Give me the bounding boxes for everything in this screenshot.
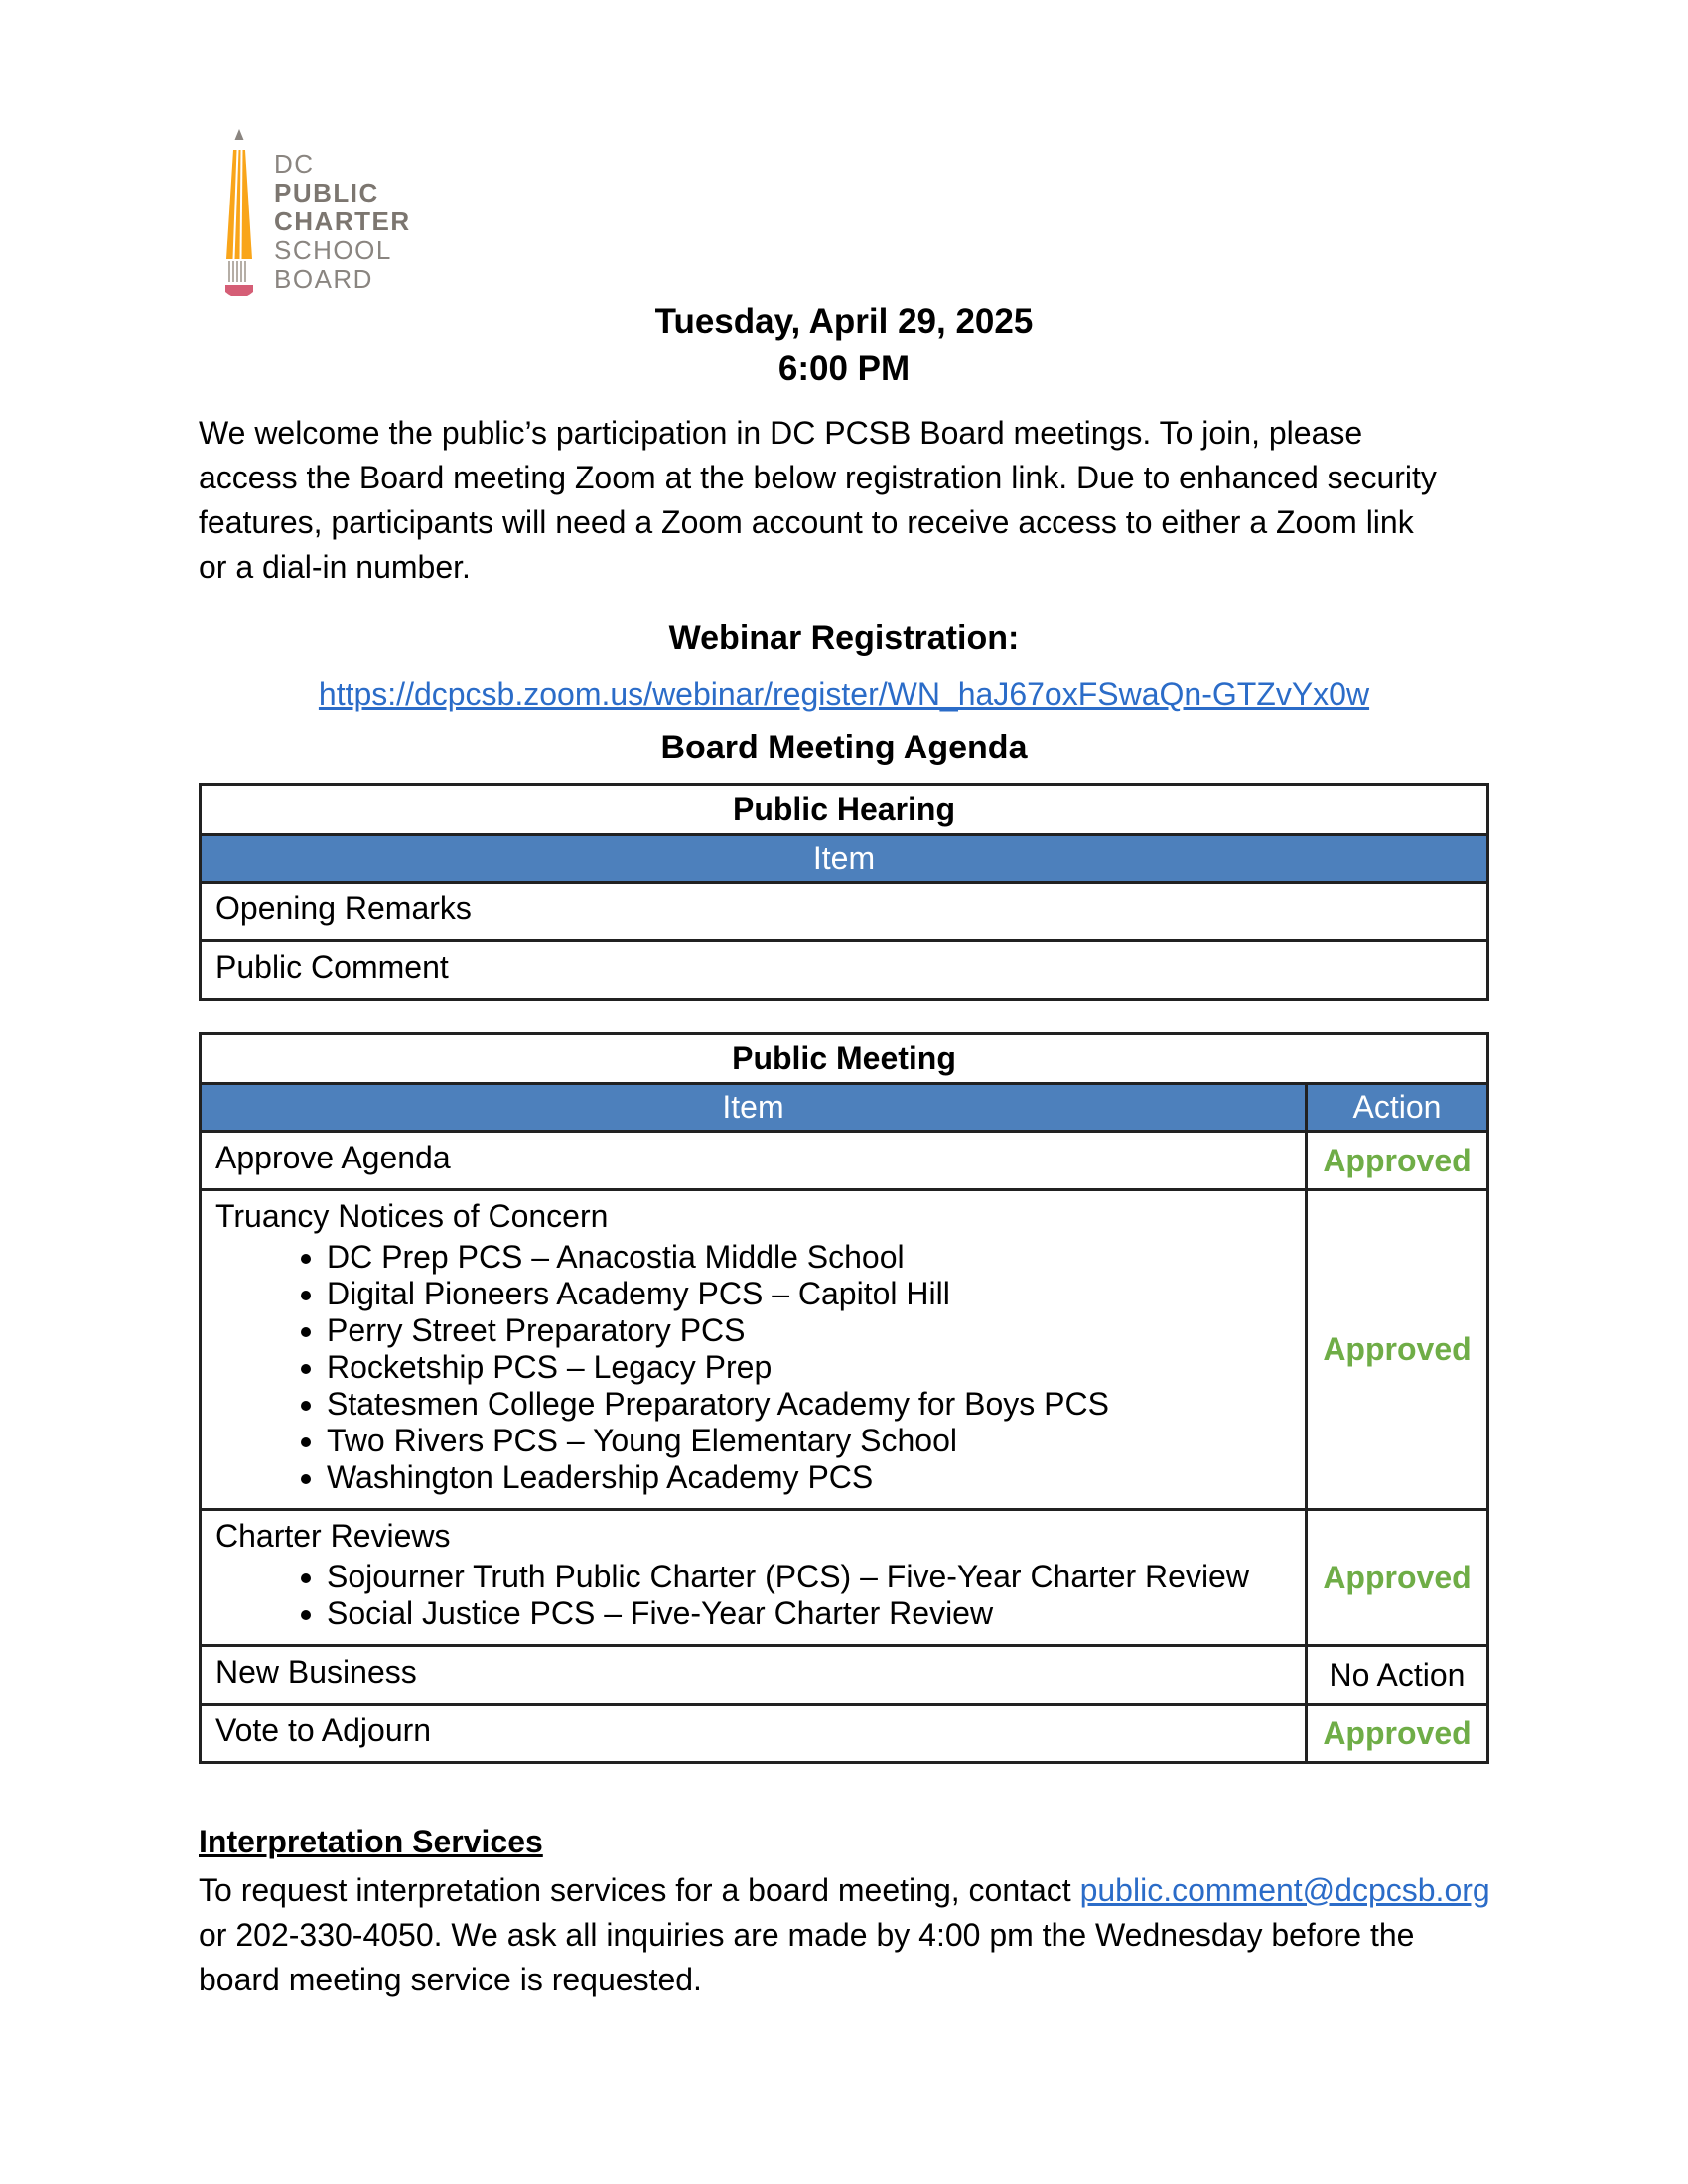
agenda-item-label: Charter Reviews — [215, 1518, 451, 1554]
truancy-school-list — [215, 1239, 1285, 1496]
table-row — [201, 1132, 1488, 1190]
list-item: • Social Justice PCS – Five-Year Charter Review — [327, 1595, 1285, 1632]
charter-review-list — [215, 1559, 1285, 1632]
agenda-item-label: Truancy Notices of Concern — [215, 1198, 609, 1234]
action-status: Approved — [1306, 1132, 1487, 1190]
table-row — [201, 1705, 1488, 1763]
action-column-header: Action — [1306, 1084, 1487, 1132]
agenda-item-new-business: New Business — [201, 1646, 1307, 1705]
list-item: • Rocketship PCS – Legacy Prep — [327, 1349, 1285, 1386]
list-item: • Two Rivers PCS – Young Elementary School — [327, 1423, 1285, 1459]
intro-paragraph: We welcome the public’s participation in DC PCSB Board meetings. To join, please access the Board meeting Zoom at the below registration link. Due to enhanced security features, participants will need a Zoom account to receive access to either a Zoom link or a dial-in number. — [199, 415, 1437, 585]
action-status: No Action — [1306, 1646, 1487, 1705]
table-row — [201, 1646, 1488, 1705]
list-item: • Washington Leadership Academy PCS — [327, 1459, 1285, 1496]
table-row — [201, 835, 1488, 883]
public-comment-email-link[interactable]: public.comment@dcpcsb.org — [1079, 1872, 1490, 1908]
meeting-date: Tuesday, April 29, 2025 — [654, 302, 1034, 341]
agenda-item-opening-remarks: Opening Remarks — [201, 883, 1488, 941]
table-row — [201, 1510, 1488, 1646]
logo-line: PUBLIC — [274, 178, 379, 207]
pencil-logo-icon — [220, 129, 258, 296]
logo-line: SCHOOL — [274, 235, 392, 265]
public-hearing-title: Public Hearing — [201, 785, 1488, 835]
logo-text — [274, 150, 411, 296]
logo-line: CHARTER — [274, 206, 411, 236]
action-status: Approved — [1306, 1510, 1487, 1646]
list-item: • Statesmen College Preparatory Academy for Boys PCS — [327, 1386, 1285, 1423]
public-hearing-table — [199, 783, 1489, 1001]
agenda-item-vote-to-adjourn: Vote to Adjourn — [201, 1705, 1307, 1763]
table-row — [201, 1034, 1488, 1084]
agenda-item-approve-agenda: Approve Agenda — [201, 1132, 1307, 1190]
webinar-registration-link[interactable]: https://dcpcsb.zoom.us/webinar/register/WN_haJ67oxFSwaQn-GTZvYx0w — [318, 676, 1370, 712]
table-row — [201, 785, 1488, 835]
agenda-item-charter-reviews — [201, 1510, 1307, 1646]
webinar-link-line — [199, 676, 1489, 713]
table-row — [201, 1084, 1488, 1132]
table-row — [201, 883, 1488, 941]
action-status: Approved — [1306, 1705, 1487, 1763]
public-meeting-title: Public Meeting — [201, 1034, 1488, 1084]
logo-line: DC — [274, 149, 315, 179]
interpretation-services-heading: Interpretation Services — [199, 1824, 543, 1859]
interpretation-paragraph — [199, 1868, 1499, 2002]
table-row — [201, 941, 1488, 1000]
meeting-title — [199, 298, 1489, 393]
interpretation-services-section — [199, 1824, 1489, 2002]
webinar-registration-heading: Webinar Registration: — [668, 619, 1020, 657]
item-column-header: Item — [201, 835, 1488, 883]
logo-line: BOARD — [274, 264, 373, 294]
dc-pcsb-logo — [220, 127, 1489, 296]
public-meeting-table — [199, 1032, 1489, 1764]
list-item: • Digital Pioneers Academy PCS – Capitol Hill — [327, 1276, 1285, 1312]
agenda-item-public-comment: Public Comment — [201, 941, 1488, 1000]
action-status: Approved — [1306, 1190, 1487, 1510]
board-meeting-agenda-heading: Board Meeting Agenda — [660, 729, 1028, 766]
item-column-header: Item — [201, 1084, 1307, 1132]
list-item: • Sojourner Truth Public Charter (PCS) – Five-Year Charter Review — [327, 1559, 1285, 1595]
agenda-item-truancy-notices — [201, 1190, 1307, 1510]
meeting-time: 6:00 PM — [777, 349, 911, 388]
table-row — [201, 1190, 1488, 1510]
list-item: • DC Prep PCS – Anacostia Middle School — [327, 1239, 1285, 1276]
interpretation-text-before: To request interpretation services for a board meeting, contact — [199, 1872, 1071, 1908]
interpretation-text-after: or 202-330-4050. We ask all inquiries are made by 4:00 pm the Wednesday before the board meeting service is requested. — [199, 1917, 1415, 1997]
list-item: • Perry Street Preparatory PCS — [327, 1312, 1285, 1349]
